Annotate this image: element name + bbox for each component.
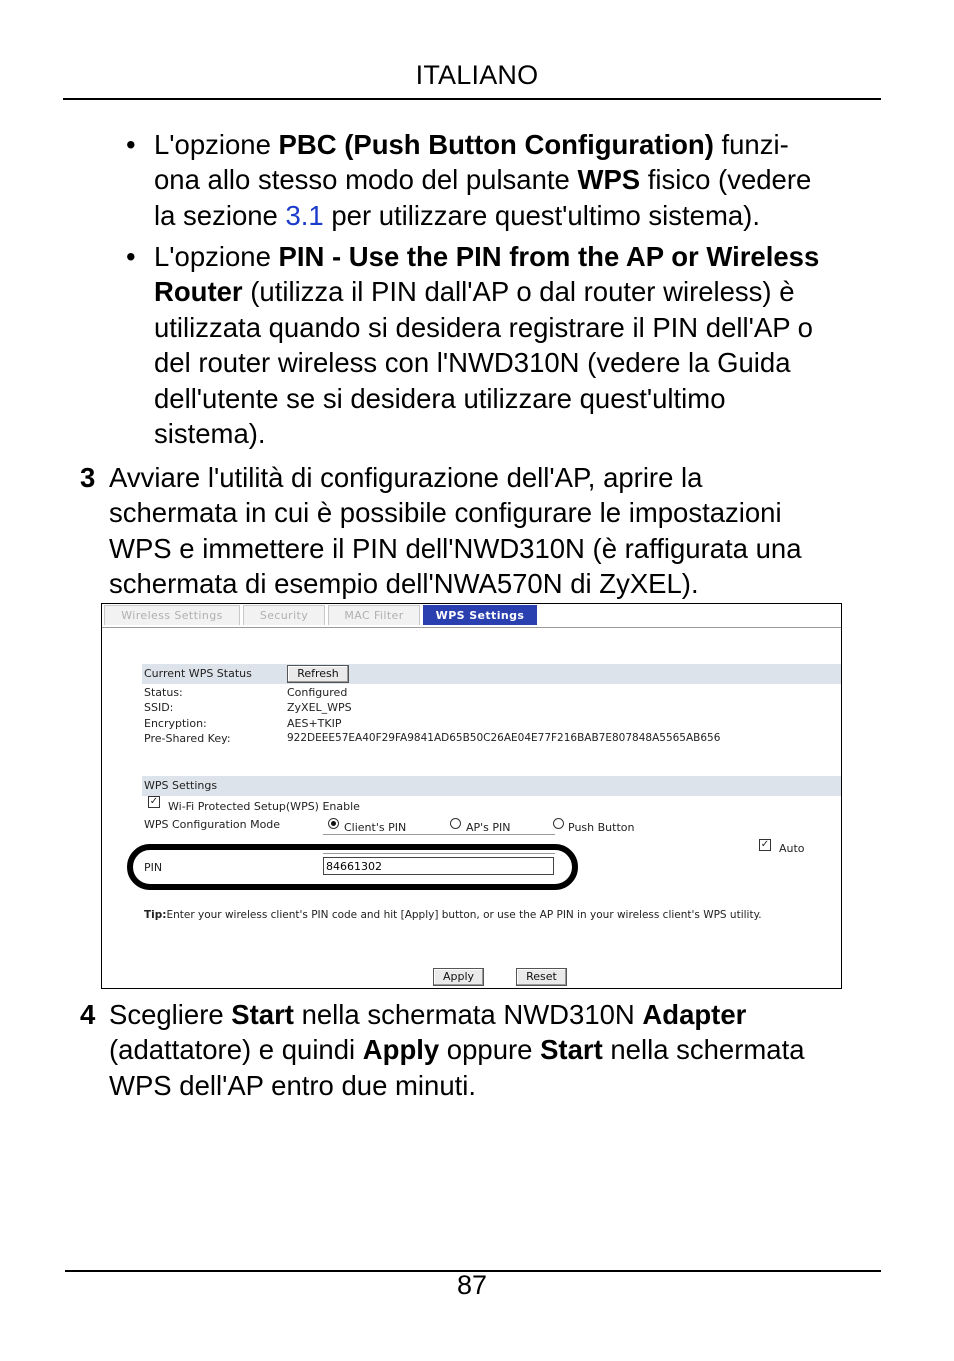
encryption-key: Encryption: [144,717,207,730]
text-run: WPS dell'AP entro due minuti. [109,1069,477,1101]
bold-text: WPS [577,164,641,196]
section-link[interactable]: 3.1 [285,199,324,231]
wps-enable-label: Wi-Fi Protected Setup(WPS) Enable [168,800,360,813]
bold-text: PIN - Use the PIN from the AP or Wireless [278,241,820,272]
tip-text [144,909,762,921]
text-run: schermata di esempio dell'NWA570N di ZyXEL). [109,568,699,600]
header-rule [63,98,881,100]
text-run: sistema). [154,418,266,450]
text-run: la sezione [154,199,286,231]
text-run: fisico (vedere [640,164,812,196]
text-run: ona allo stesso modo del pulsante [154,164,578,196]
bullet-dot: • [126,241,136,272]
bullet-dot: • [126,129,136,160]
text-run: Avviare l'utilità di configurazione dell'AP, aprire la [109,462,703,493]
step-3 [80,460,880,602]
status-value: Configured [287,686,348,699]
bold-text: Apply [362,1034,440,1066]
reset-button[interactable]: Reset [516,968,567,986]
step-number: 3 [80,462,96,493]
text-run: nella schermata NWD310N [293,999,643,1030]
text-run: WPS e immettere il PIN dell'NWD310N (è raffigurata una [109,532,802,564]
text-run: L'opzione [154,241,279,272]
bullet-body [154,127,886,233]
mode-underline [323,834,555,835]
radio-push-button-label: Push Button [568,821,635,834]
current-wps-status-label: Current WPS Status [144,667,252,680]
step-number: 4 [80,999,96,1030]
tab-security[interactable]: Security [243,605,325,625]
wps-settings-bar [142,776,841,796]
radio-clients-pin[interactable] [328,818,339,829]
text-run: Scegliere [109,999,232,1030]
encryption-value: AES+TKIP [287,717,342,730]
tip-prefix: Tip: [144,909,167,921]
bullet-item-pin [126,239,886,451]
text-run: oppure [439,1034,541,1066]
radio-clients-pin-label: Client's PIN [344,821,407,834]
bold-text: Adapter [642,999,747,1030]
bold-text: PBC (Push Button Configuration) [278,129,714,160]
text-run: nella schermata [602,1034,805,1066]
psk-value: 922DEEE57EA40F29FA9841AD65B50C26AE04E77F216BAB7E807848A5565AB656 [287,732,721,744]
text-run: per utilizzare quest'ultimo sistema). [323,199,760,231]
wps-enable-checkbox[interactable]: ✓ [149,796,159,807]
text-run: funzi- [713,129,789,160]
step-4 [80,997,880,1103]
page-header-title: ITALIANO [415,60,539,90]
radio-aps-pin[interactable] [450,818,461,829]
tip-body: Enter your wireless client's PIN code and hit [Apply] button, or use the AP PIN in your wireless client's WPS utility. [166,909,762,921]
text-run: utilizzata quando si desidera registrare il PIN dell'AP o [154,311,813,343]
text-run: dell'utente se si desidera utilizzare quest'ultimo [154,382,726,414]
tab-mac-filter[interactable]: MAC Filter [328,605,420,625]
bullet-item-pbc [126,127,886,233]
auto-checkbox[interactable]: ✓ [760,839,770,850]
radio-aps-pin-label: AP's PIN [466,821,511,834]
bold-text: Router [154,276,243,308]
status-key: Status: [144,686,183,699]
text-run: L'opzione [154,129,279,160]
apply-button[interactable]: Apply [433,968,484,986]
tab-wireless-settings[interactable]: Wireless Settings [104,605,240,625]
tab-wps-settings[interactable]: WPS Settings [423,605,537,625]
config-mode-label: WPS Configuration Mode [144,818,281,831]
text-run: (utilizza il PIN dall'AP o dal router wireless) è [242,276,795,308]
text-run: schermata in cui è possibile configurare le impostazioni [109,497,782,529]
pin-highlight-ellipse [127,844,578,890]
psk-key: Pre-Shared Key: [144,732,231,745]
bold-text: Start [231,999,294,1030]
text-run: del router wireless con l'NWD310N (vedere la Guida [154,347,791,379]
radio-push-button[interactable] [553,818,564,829]
wps-settings-label: WPS Settings [144,779,218,792]
ssid-value: ZyXEL_WPS [287,701,352,714]
ssid-key: SSID: [144,701,174,714]
pin-label: PIN [144,861,163,874]
refresh-button[interactable]: Refresh [287,665,349,683]
text-run: (adattatore) e quindi [109,1034,363,1066]
step-body [109,460,880,602]
page-number: 87 [456,1270,488,1300]
bullet-body [154,239,886,451]
bold-text: Start [540,1034,603,1066]
tab-bar [102,604,841,628]
step-body [109,997,880,1103]
wps-settings-screenshot [101,603,842,989]
auto-label: Auto [779,842,805,855]
